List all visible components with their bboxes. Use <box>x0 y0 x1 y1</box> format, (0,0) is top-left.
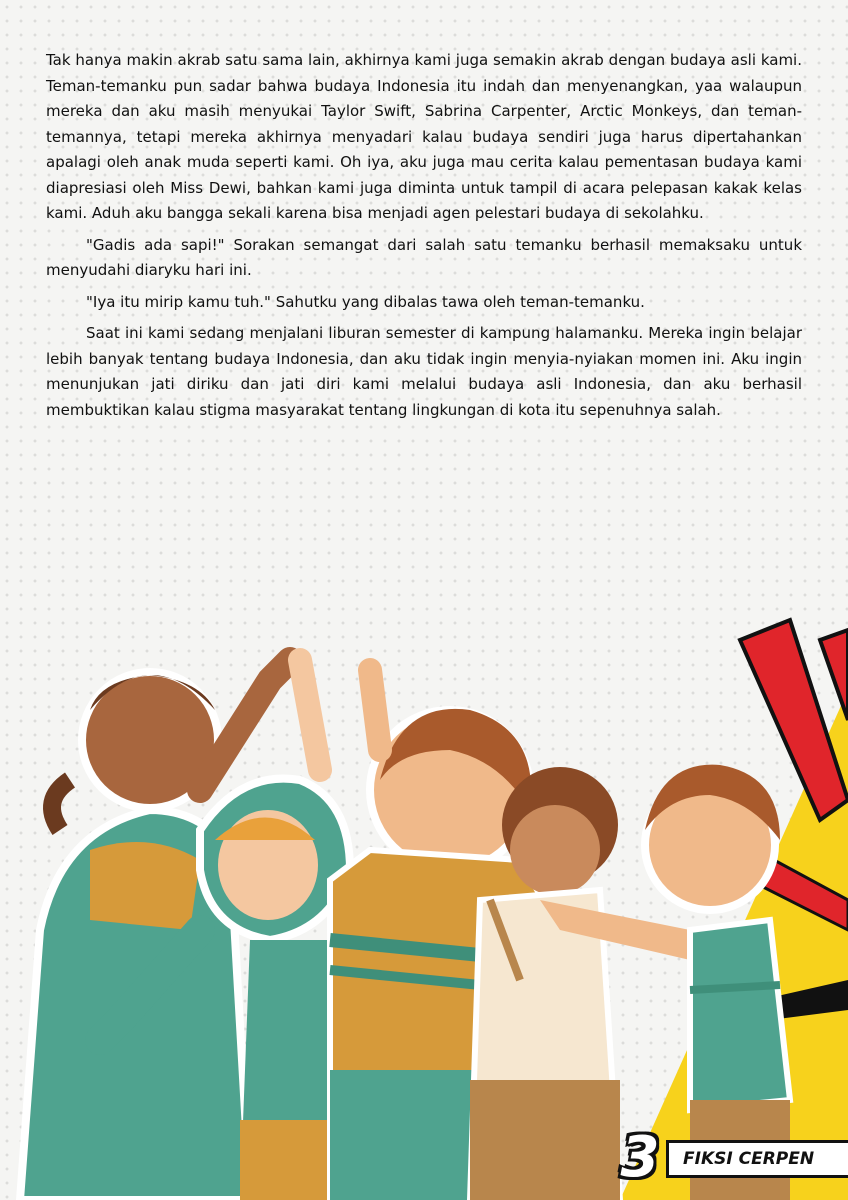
story-text <box>46 48 802 429</box>
footer-badge <box>610 1125 848 1190</box>
section-label: FIKSI CERPEN <box>666 1140 848 1178</box>
page-number: 3 <box>620 1125 660 1190</box>
paragraph-2: "Gadis ada sapi!" Sorakan semangat dari salah satu temanku berhasil memaksaku untuk menyudahi diaryku hari ini. <box>46 235 802 279</box>
paragraph-3: "Iya itu mirip kamu tuh." Sahutku yang dibalas tawa oleh teman-temanku. <box>86 292 645 311</box>
paragraph-1: Tak hanya makin akrab satu sama lain, akhirnya kami juga semakin akrab dengan budaya asli kami. Teman-temanku pun sadar bahwa budaya Indonesia itu indah dan menyenangkan, yaa walaupun mereka dan aku masih menyukai Taylor Swift, Sabrina Carpenter, Arctic Monkeys, dan teman-temannya, tetapi mereka akhirnya menyadari kalau budaya sendiri juga harus dipertahankan apalagi oleh anak muda seperti kami. Oh iya, aku juga mau cerita kalau pementasan budaya kami diapresiasi oleh Miss Dewi, bahkan kami juga diminta untuk tampil di acara pelepasan kakak kelas kami. Aduh aku bangga sekali karena bisa menjadi agen pelestari budaya di sekolahku. <box>46 51 802 222</box>
paragraph-4: Saat ini kami sedang menjalani liburan semester di kampung halamanku. Mereka ingin belajar lebih banyak tentang budaya Indonesia, dan aku tidak ingin menyia-nyiakan momen ini. Aku ingin menunjukan jati diriku dan jati diri kami melalui budaya asli Indonesia, dan aku berhasil membuktikan kalau stigma masyarakat tentang lingkungan di kota itu sepenuhnya salah. <box>46 324 802 419</box>
children-high-five-illustration <box>0 600 848 1200</box>
